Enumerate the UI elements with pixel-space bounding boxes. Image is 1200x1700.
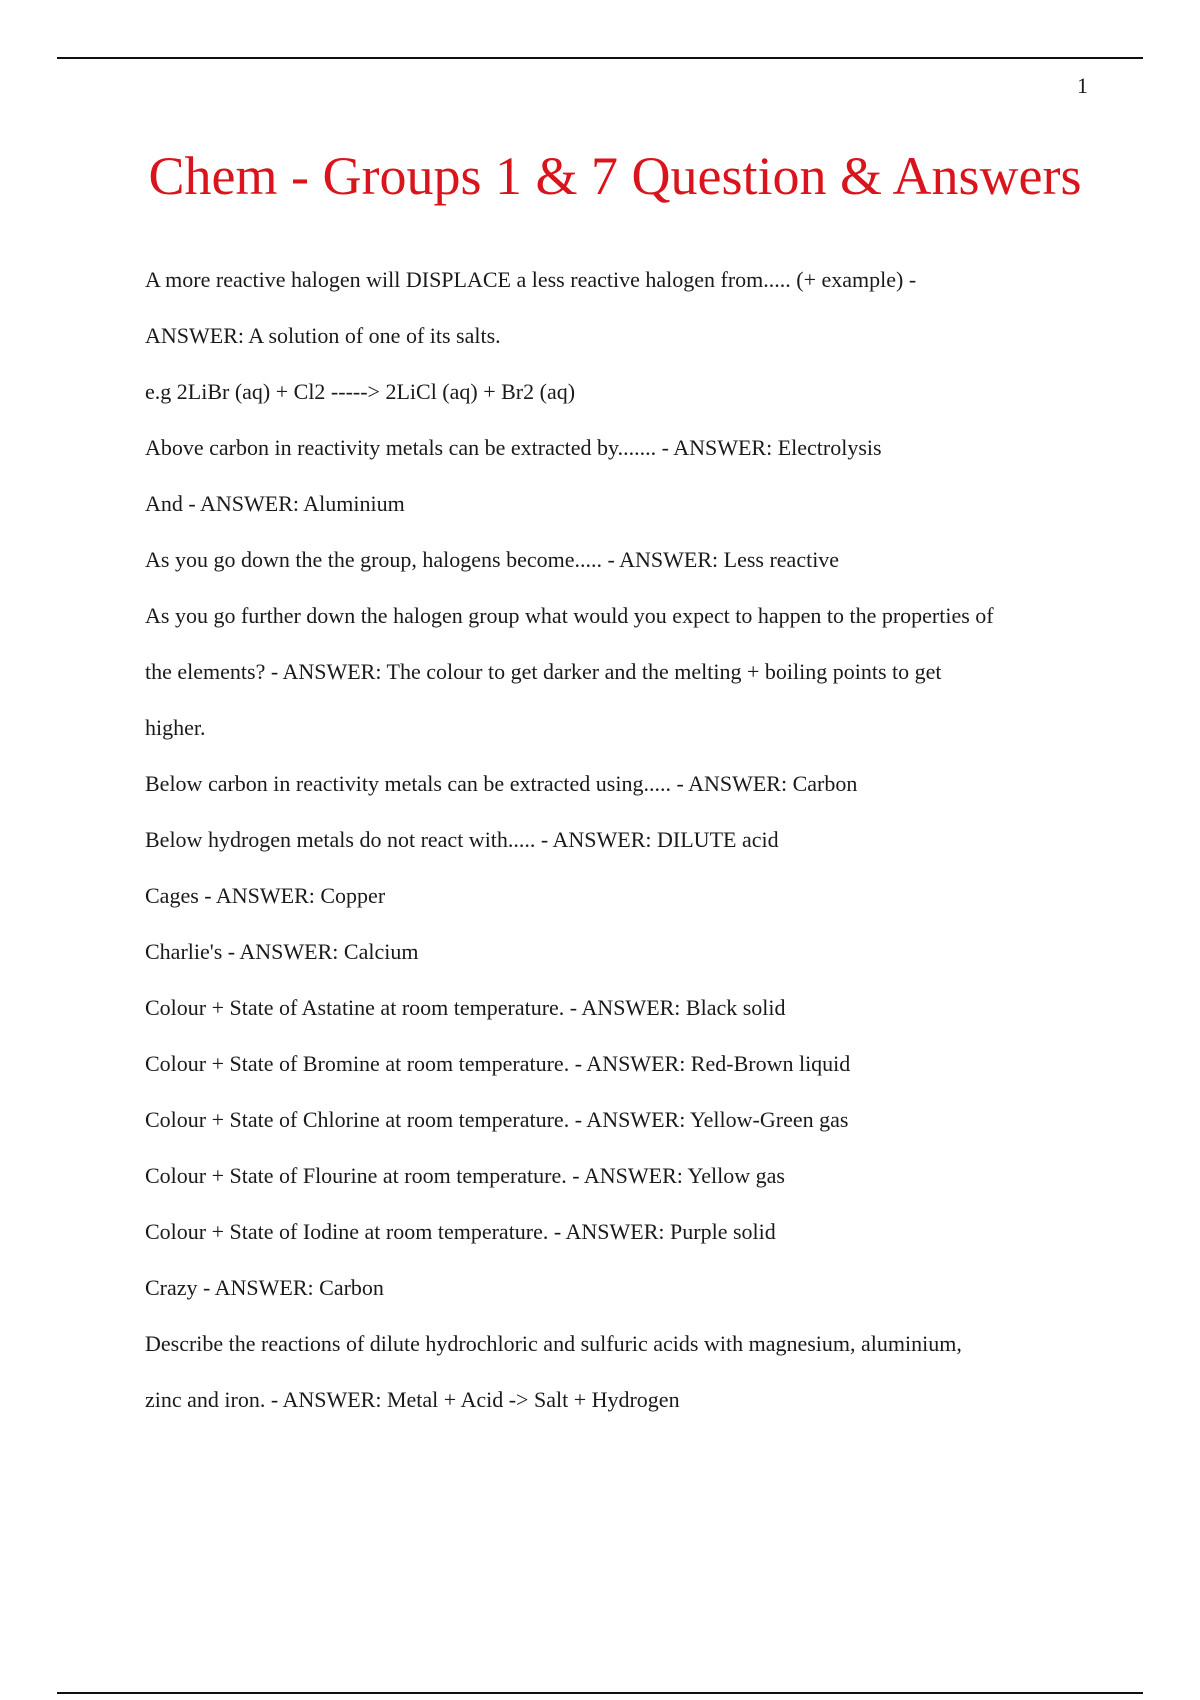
qa-content (145, 252, 1095, 1428)
text-line: Colour + State of Chlorine at room temperature. - ANSWER: Yellow-Green gas (145, 1107, 849, 1132)
text-line: Crazy - ANSWER: Carbon (145, 1275, 384, 1300)
text-line: Describe the reactions of dilute hydrochloric and sulfuric acids with magnesium, aluminium, (145, 1331, 962, 1356)
text-line: Colour + State of Astatine at room temperature. - ANSWER: Black solid (145, 995, 786, 1020)
document-title: Chem - Groups 1 & 7 Question & Answers (148, 146, 1082, 206)
header-rule (57, 57, 1143, 59)
text-line: e.g 2LiBr (aq) + Cl2 -----> 2LiCl (aq) + Br2 (aq) (145, 379, 576, 404)
text-line: Colour + State of Bromine at room temperature. - ANSWER: Red-Brown liquid (145, 1051, 851, 1076)
text-line: Colour + State of Iodine at room temperature. - ANSWER: Purple solid (145, 1219, 776, 1244)
text-line: As you go down the the group, halogens become..... - ANSWER: Less reactive (145, 547, 840, 572)
text-line: Below carbon in reactivity metals can be extracted using..... - ANSWER: Carbon (145, 771, 858, 796)
text-line: And - ANSWER: Aluminium (145, 491, 405, 516)
text-line: Below hydrogen metals do not react with..... - ANSWER: DILUTE acid (145, 827, 779, 852)
text-line: the elements? - ANSWER: The colour to get darker and the melting + boiling points to get (145, 659, 942, 684)
footer-rule (57, 1692, 1143, 1694)
text-line: zinc and iron. - ANSWER: Metal + Acid -> Salt + Hydrogen (145, 1387, 680, 1412)
text-line: As you go further down the halogen group what would you expect to happen to the properties of (145, 603, 994, 628)
text-line: Above carbon in reactivity metals can be extracted by....... - ANSWER: Electrolysis (145, 435, 882, 460)
text-line: A more reactive halogen will DISPLACE a less reactive halogen from..... (+ example) - (145, 267, 917, 292)
text-line: Charlie's - ANSWER: Calcium (145, 939, 419, 964)
text-line: ANSWER: A solution of one of its salts. (145, 323, 501, 348)
text-line: higher. (145, 715, 206, 740)
text-line: Colour + State of Flourine at room temperature. - ANSWER: Yellow gas (145, 1163, 785, 1188)
text-line: Cages - ANSWER: Copper (145, 883, 386, 908)
page-number: 1 (1077, 73, 1088, 98)
